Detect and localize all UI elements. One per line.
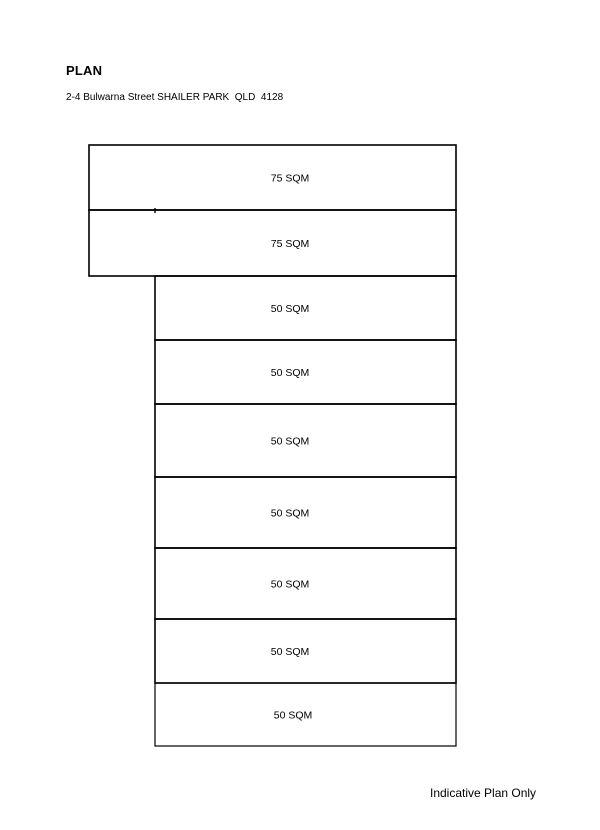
unit-area-label: 50 SQM: [270, 646, 310, 658]
site-address: 2-4 Bulwarna Street SHAILER PARK QLD 4128: [66, 92, 284, 103]
page-title: PLAN: [66, 63, 103, 78]
unit-area-label: 50 SQM: [270, 303, 310, 315]
unit-area-label: 75 SQM: [270, 172, 310, 185]
unit-area-label: 50 SQM: [270, 435, 310, 448]
unit-area-label: 50 SQM: [270, 507, 310, 520]
unit-area-label: 50 SQM: [273, 709, 313, 722]
indicative-plan-note: Indicative Plan Only: [430, 786, 537, 800]
unit-area-label: 75 SQM: [270, 238, 310, 250]
unit-area-label: 50 SQM: [270, 578, 310, 591]
unit-area-label: 50 SQM: [270, 367, 310, 379]
